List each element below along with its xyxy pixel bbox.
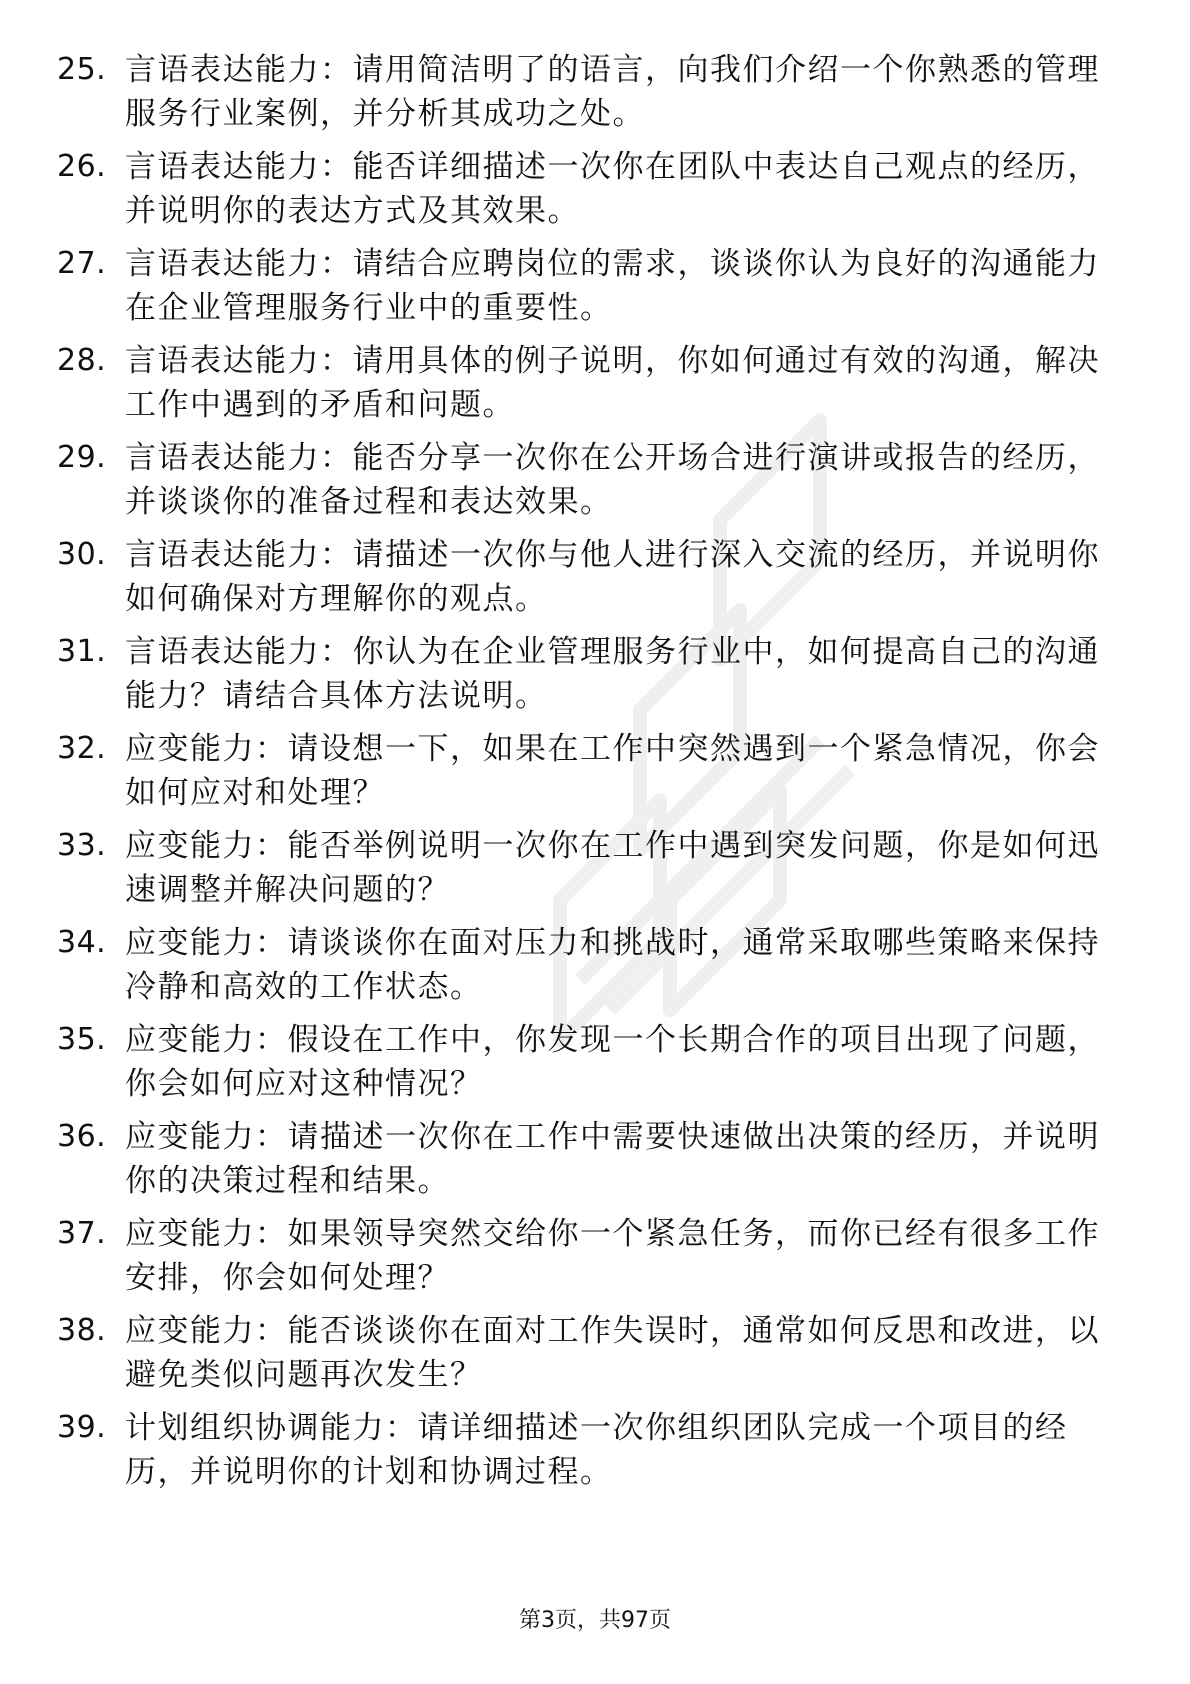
- list-item: [0, 242, 1190, 339]
- question-number: 36.: [57, 1119, 107, 1154]
- list-item: [0, 1018, 1190, 1115]
- list-item: [0, 1406, 1190, 1503]
- question-number: 39.: [57, 1410, 107, 1445]
- question-number: 32.: [57, 731, 107, 766]
- question-number: 33.: [57, 828, 107, 863]
- question-text: 言语表达能力：请描述一次你与他人进行深入交流的经历，并说明你如何确保对方理解你的观点。: [125, 537, 1100, 617]
- question-text: 计划组织协调能力：请详细描述一次你组织团队完成一个项目的经历，并说明你的计划和协调过程。: [125, 1410, 1068, 1490]
- question-text: 言语表达能力：能否分享一次你在公开场合进行演讲或报告的经历，并谈谈你的准备过程和表达效果。: [125, 440, 1100, 520]
- question-number: 31.: [57, 634, 107, 669]
- question-number: 29.: [57, 440, 107, 475]
- list-item: [0, 1309, 1190, 1406]
- list-item: [0, 436, 1190, 533]
- question-text: 应变能力：如果领导突然交给你一个紧急任务，而你已经有很多工作安排，你会如何处理？: [125, 1216, 1100, 1296]
- list-item: [0, 1212, 1190, 1309]
- question-text: 应变能力：请设想一下，如果在工作中突然遇到一个紧急情况，你会如何应对和处理？: [125, 731, 1100, 811]
- question-number: 35.: [57, 1022, 107, 1057]
- question-number: 37.: [57, 1216, 107, 1251]
- list-item: [0, 339, 1190, 436]
- question-list: [0, 48, 1190, 1503]
- question-text: 言语表达能力：请用具体的例子说明，你如何通过有效的沟通，解决工作中遇到的矛盾和问题。: [125, 343, 1100, 423]
- list-item: [0, 921, 1190, 1018]
- question-number: 34.: [57, 925, 107, 960]
- list-item: [0, 533, 1190, 630]
- question-text: 应变能力：能否谈谈你在面对工作失误时，通常如何反思和改进，以避免类似问题再次发生？: [125, 1313, 1100, 1393]
- question-number: 27.: [57, 246, 107, 281]
- question-text: 言语表达能力：你认为在企业管理服务行业中，如何提高自己的沟通能力？请结合具体方法说明。: [125, 634, 1100, 714]
- question-number: 25.: [57, 52, 107, 87]
- list-item: [0, 630, 1190, 727]
- list-item: [0, 824, 1190, 921]
- question-text: 言语表达能力：请用简洁明了的语言，向我们介绍一个你熟悉的管理服务行业案例，并分析其成功之处。: [125, 52, 1100, 132]
- question-text: 应变能力：请谈谈你在面对压力和挑战时，通常采取哪些策略来保持冷静和高效的工作状态。: [125, 925, 1100, 1005]
- question-number: 26.: [57, 149, 107, 184]
- question-number: 30.: [57, 537, 107, 572]
- question-text: 应变能力：请描述一次你在工作中需要快速做出决策的经历，并说明你的决策过程和结果。: [125, 1119, 1100, 1199]
- list-item: [0, 48, 1190, 145]
- question-text: 应变能力：能否举例说明一次你在工作中遇到突发问题，你是如何迅速调整并解决问题的？: [125, 828, 1100, 908]
- question-number: 38.: [57, 1313, 107, 1348]
- question-text: 言语表达能力：能否详细描述一次你在团队中表达自己观点的经历，并说明你的表达方式及其效果。: [125, 149, 1100, 229]
- page-number-label: 第3页，共97页: [519, 1608, 671, 1633]
- question-text: 应变能力：假设在工作中，你发现一个长期合作的项目出现了问题，你会如何应对这种情况？: [125, 1022, 1100, 1102]
- list-item: [0, 145, 1190, 242]
- question-text: 言语表达能力：请结合应聘岗位的需求，谈谈你认为良好的沟通能力在企业管理服务行业中的重要性。: [125, 246, 1100, 326]
- page-footer: [0, 1606, 1190, 1636]
- list-item: [0, 1115, 1190, 1212]
- question-number: 28.: [57, 343, 107, 378]
- list-item: [0, 727, 1190, 824]
